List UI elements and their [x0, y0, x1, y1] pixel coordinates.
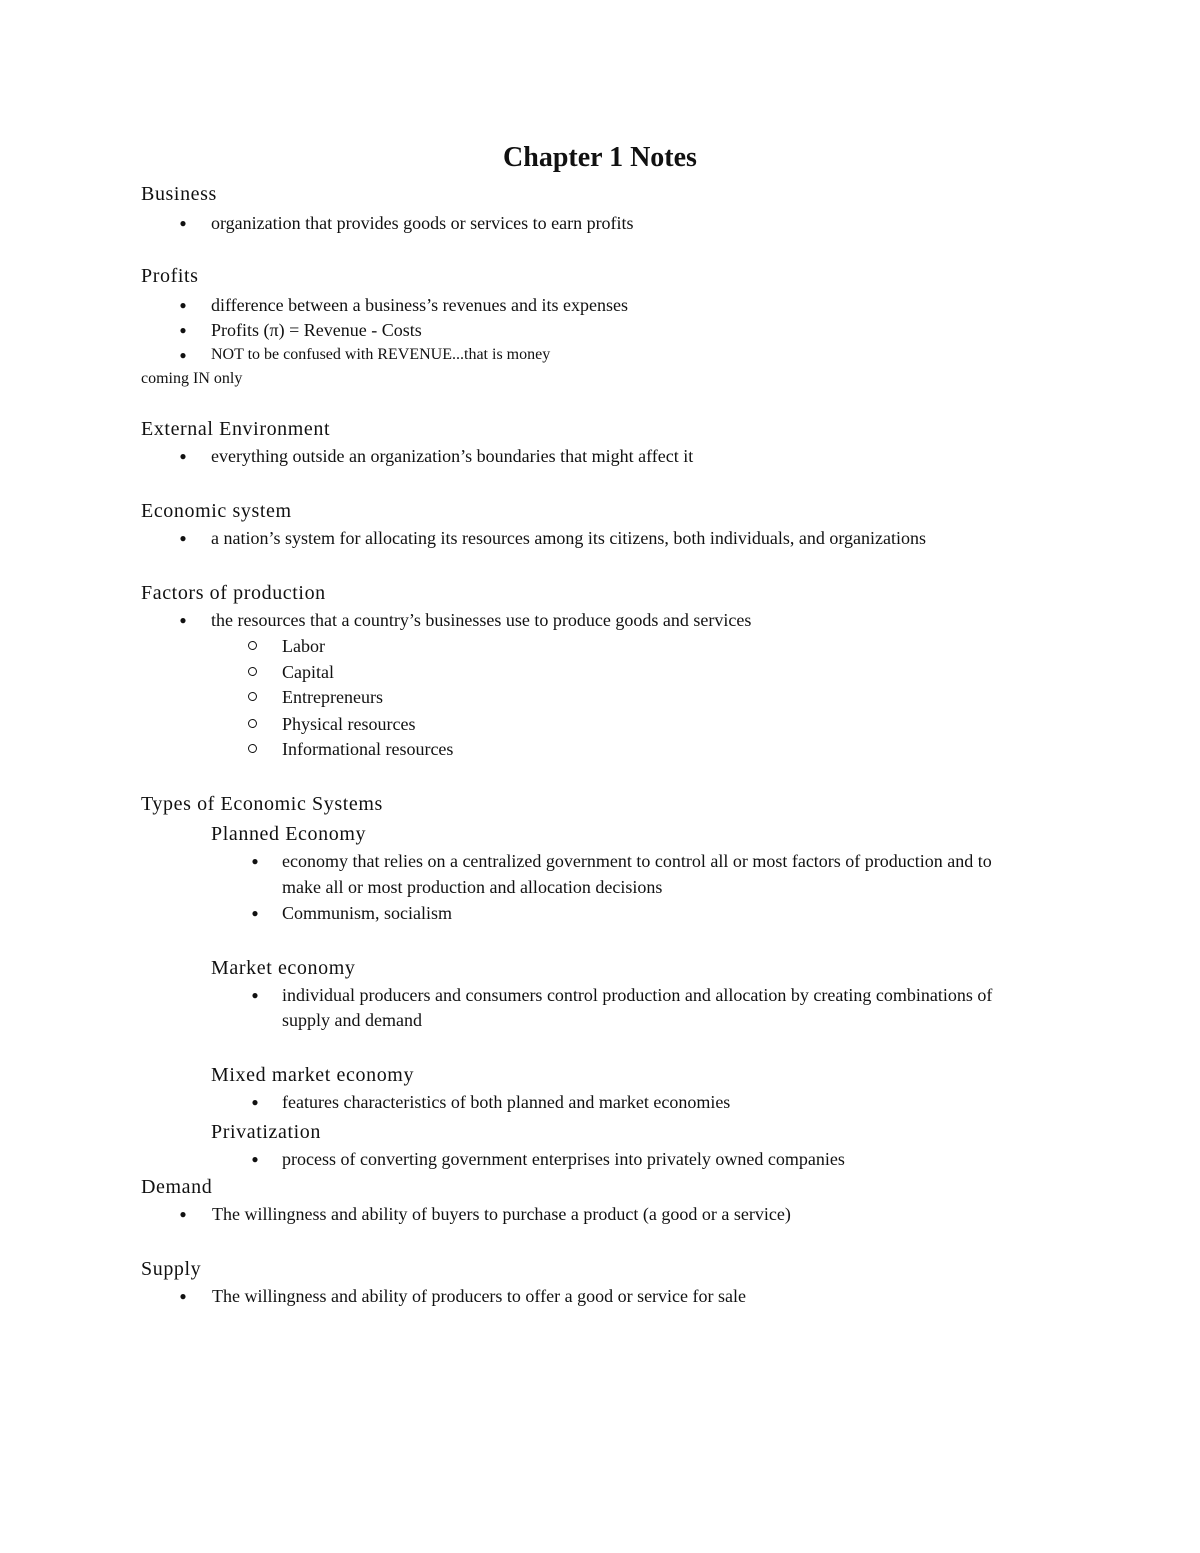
bullet-dot: ● [251, 854, 259, 868]
bullet-dot: ● [179, 348, 187, 362]
heading-factors-of-production: Factors of production [141, 582, 326, 604]
planned-economy-definition-line2: make all or most production and allocation decisions [282, 877, 663, 897]
factor-item: Capital [282, 662, 334, 682]
market-economy-definition-line2: supply and demand [282, 1010, 422, 1030]
factor-item: Informational resources [282, 739, 454, 759]
bullet-dot: ● [251, 906, 259, 920]
bullet-dot: ● [251, 1152, 259, 1166]
bullet-circle [248, 744, 257, 753]
profits-definition: difference between a business’s revenues and its expenses [211, 295, 629, 315]
demand-definition: The willingness and ability of buyers to purchase a product (a good or a service) [212, 1204, 791, 1224]
profits-note: NOT to be confused with REVENUE...that is money [211, 346, 551, 363]
planned-economy-examples: Communism, socialism [282, 903, 453, 923]
economic-system-definition: a nation’s system for allocating its resources among its citizens, both individuals, and organizations [211, 528, 927, 548]
business-definition: organization that provides goods or services to earn profits [211, 213, 634, 233]
heading-profits: Profits [141, 265, 199, 287]
bullet-circle [248, 667, 257, 676]
bullet-dot: ● [179, 613, 187, 627]
factor-item: Physical resources [282, 714, 416, 734]
factor-item: Labor [282, 636, 325, 656]
bullet-circle [248, 719, 257, 728]
bullet-dot: ● [179, 298, 187, 312]
factors-definition: the resources that a country’s businesses use to produce goods and services [211, 610, 752, 630]
bullet-circle [248, 692, 257, 701]
bullet-dot: ● [179, 1289, 187, 1303]
planned-economy-definition-line1: economy that relies on a centralized government to control all or most factors of production and to [282, 851, 992, 871]
page-title: Chapter 1 Notes [503, 142, 697, 173]
profits-formula: Profits (π) = Revenue - Costs [211, 320, 422, 340]
heading-types-of-economic-systems: Types of Economic Systems [141, 793, 383, 815]
bullet-dot: ● [179, 531, 187, 545]
supply-definition: The willingness and ability of producers to offer a good or service for sale [212, 1286, 747, 1306]
heading-external-environment: External Environment [141, 418, 331, 440]
factor-item: Entrepreneurs [282, 687, 383, 707]
bullet-dot: ● [179, 323, 187, 337]
privatization-definition: process of converting government enterprises into privately owned companies [282, 1149, 845, 1169]
heading-supply: Supply [141, 1258, 202, 1280]
bullet-dot: ● [179, 449, 187, 463]
bullet-dot: ● [251, 1095, 259, 1109]
bullet-dot: ● [179, 1207, 187, 1221]
external-environment-definition: everything outside an organization’s boundaries that might affect it [211, 446, 694, 466]
heading-demand: Demand [141, 1176, 213, 1198]
profits-note-continuation: coming IN only [141, 370, 243, 387]
heading-business: Business [141, 183, 217, 205]
bullet-dot: ● [251, 988, 259, 1002]
heading-planned-economy: Planned Economy [211, 823, 367, 845]
market-economy-definition-line1: individual producers and consumers control production and allocation by creating combinations of [282, 985, 993, 1005]
bullet-dot: ● [179, 216, 187, 230]
heading-economic-system: Economic system [141, 500, 292, 522]
mixed-market-economy-definition: features characteristics of both planned and market economies [282, 1092, 731, 1112]
heading-mixed-market-economy: Mixed market economy [211, 1064, 415, 1086]
heading-privatization: Privatization [211, 1121, 321, 1143]
bullet-circle [248, 641, 257, 650]
heading-market-economy: Market economy [211, 957, 356, 979]
